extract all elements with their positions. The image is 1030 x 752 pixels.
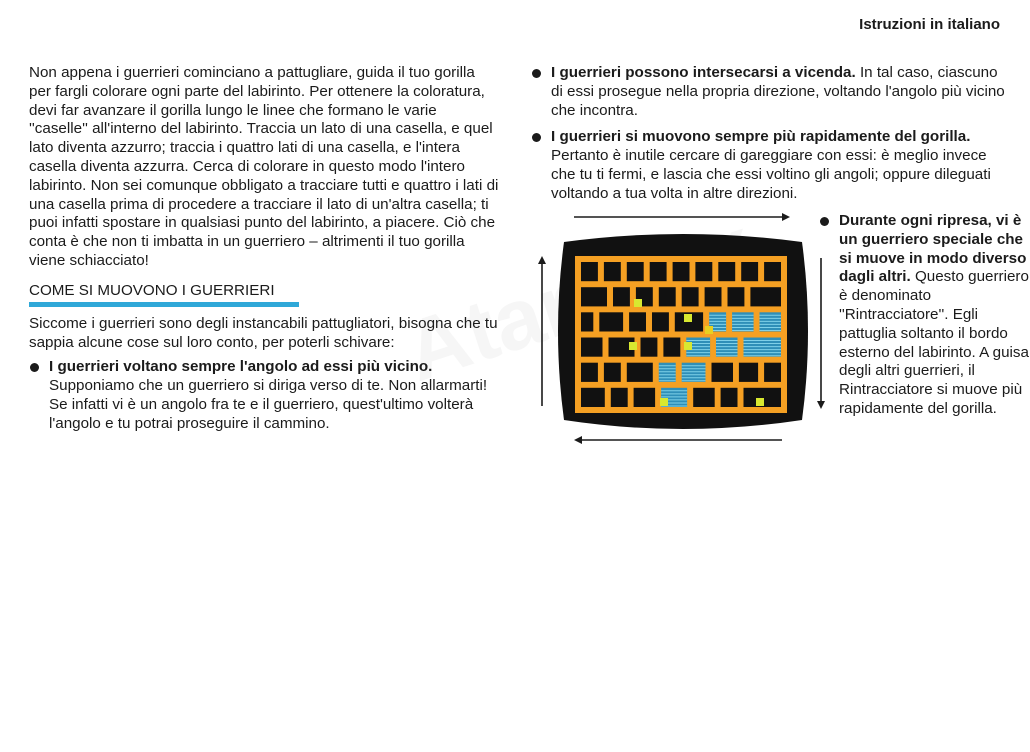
bullet-corner-bold: I guerrieri voltano sempre l'angolo ad essi più vicino. (49, 358, 433, 376)
left-column (29, 64, 499, 434)
maze-cell (613, 287, 630, 306)
maze-cell (641, 338, 658, 357)
bullet-speed (531, 128, 1006, 203)
maze-cell (663, 338, 680, 357)
maze-cell (721, 388, 738, 407)
right-column (531, 64, 1006, 212)
warrior-sprite (756, 398, 764, 406)
maze-cell (629, 312, 646, 331)
arrow-left (538, 256, 546, 406)
game-screen-figure (538, 206, 828, 456)
gorilla-sprite (705, 326, 713, 334)
warrior-sprite (660, 398, 668, 406)
section-intro-paragraph: Siccome i guerrieri sono degli instancabili pattugliatori, bisogna che tu sappia alcune cose sul loro conto, per poterli schivare: (29, 314, 498, 351)
bullet-corner (29, 358, 499, 433)
maze-cell (764, 363, 781, 382)
maze-cell (741, 262, 758, 281)
maze-cell (673, 262, 690, 281)
bullet-corner-text: Supponiamo che un guerriero si diriga verso di te. Non allarmarti! Se infatti vi è un angolo fra te e il guerriero, quest'ultimo volterà l'angolo e tu potrai proseguire il cammino. (49, 377, 488, 432)
maze-cell (581, 262, 598, 281)
maze-cell (611, 388, 628, 407)
section-title-underline (29, 302, 299, 307)
maze-cell (634, 388, 656, 407)
maze-cell (581, 312, 593, 331)
bullet-dot-icon (532, 133, 541, 142)
warrior-sprite (684, 314, 692, 322)
maze-cell (652, 312, 669, 331)
maze-cell (627, 363, 653, 382)
bullet-dot-icon (532, 69, 541, 78)
section-title: COME SI MUOVONO I GUERRIERI (29, 281, 275, 299)
maze-cell (695, 262, 712, 281)
warrior-sprite (684, 342, 692, 350)
bullet-intersect (531, 64, 1006, 120)
maze-cell (659, 287, 676, 306)
maze-cell (581, 338, 603, 357)
maze-cell (604, 262, 621, 281)
maze-cell (581, 363, 598, 382)
maze-cell (739, 363, 758, 382)
maze-cell (764, 262, 781, 281)
maze-cell (712, 363, 734, 382)
maze-cell (599, 312, 623, 331)
maze-cell (650, 262, 667, 281)
intro-paragraph: Non appena i guerrieri cominciano a pattugliare, guida il tuo gorilla per fargli colorare ogni parte del labirinto. Per ottenere la coloratura, devi far avanzare il gorilla lungo le linee che formano le varie ''caselle'' all'interno del labirinto. Traccia un lato di una casella, e quel lato diventa azzurro; traccia i quattro lati di una casella, e l'intera casella diventa azzurra. Cerca di colorare in questo modo l'intero labirinto. Non sei comunque obbligato a tracciare tutti e quattro i lati di una casella prima di procedere a tracciare il lato di un'altra casella; ti puoi infatti spostare in qualsiasi punto del labirinto, a piacere. Ciò che conta è che non ti imbatta in un guerriero – altrimenti il tuo gorilla viene schiacciato! (29, 64, 499, 269)
maze-cell (604, 363, 621, 382)
maze-cell (581, 388, 605, 407)
arrow-right (817, 258, 825, 409)
warrior-sprite (629, 342, 637, 350)
bullet-dot-icon (30, 363, 39, 372)
bullet-speed-text: Pertanto è inutile cercare di gareggiare con essi: è meglio invece che tu ti fermi, e lascia che essi voltino gli angoli; oppure dileguati voltando a tua volta in altre direzioni. (551, 147, 991, 202)
page-header: Istruzioni in italiano (859, 16, 1000, 33)
game-screen-svg (538, 206, 828, 456)
bullet-tracker-bold: Durante ogni ripresa, vi è un guerriero speciale che si muove in modo diverso dagli altri. (839, 212, 1027, 286)
maze-cell (693, 388, 715, 407)
maze-cell (682, 287, 699, 306)
maze-cell (750, 287, 781, 306)
maze-cell (718, 262, 735, 281)
bullet-speed-bold: I guerrieri si muovono sempre più rapidamente del gorilla. (551, 128, 971, 146)
bullet-tracker-text: Questo guerriero è denominato ''Rintracciatore''. Egli pattuglia soltanto il bordo esterno del labirinto. A guisa degli altri guerrieri, il Rintracciatore si muove più rapidamente del gorilla. (839, 268, 1029, 417)
arrow-top (574, 213, 790, 221)
bullet-intersect-text: In tal caso, ciascuno di essi prosegue nella propria direzione, voltando l'angolo più vicino che incontra. (551, 64, 1005, 119)
maze-cell (728, 287, 745, 306)
maze-cell (581, 287, 607, 306)
arrow-bottom (574, 436, 782, 444)
maze-cell (705, 287, 722, 306)
maze-cell (627, 262, 644, 281)
bullet-tracker (819, 212, 1029, 419)
warrior-sprite (634, 299, 642, 307)
bullet-intersect-bold: I guerrieri possono intersecarsi a vicenda. (551, 64, 856, 81)
